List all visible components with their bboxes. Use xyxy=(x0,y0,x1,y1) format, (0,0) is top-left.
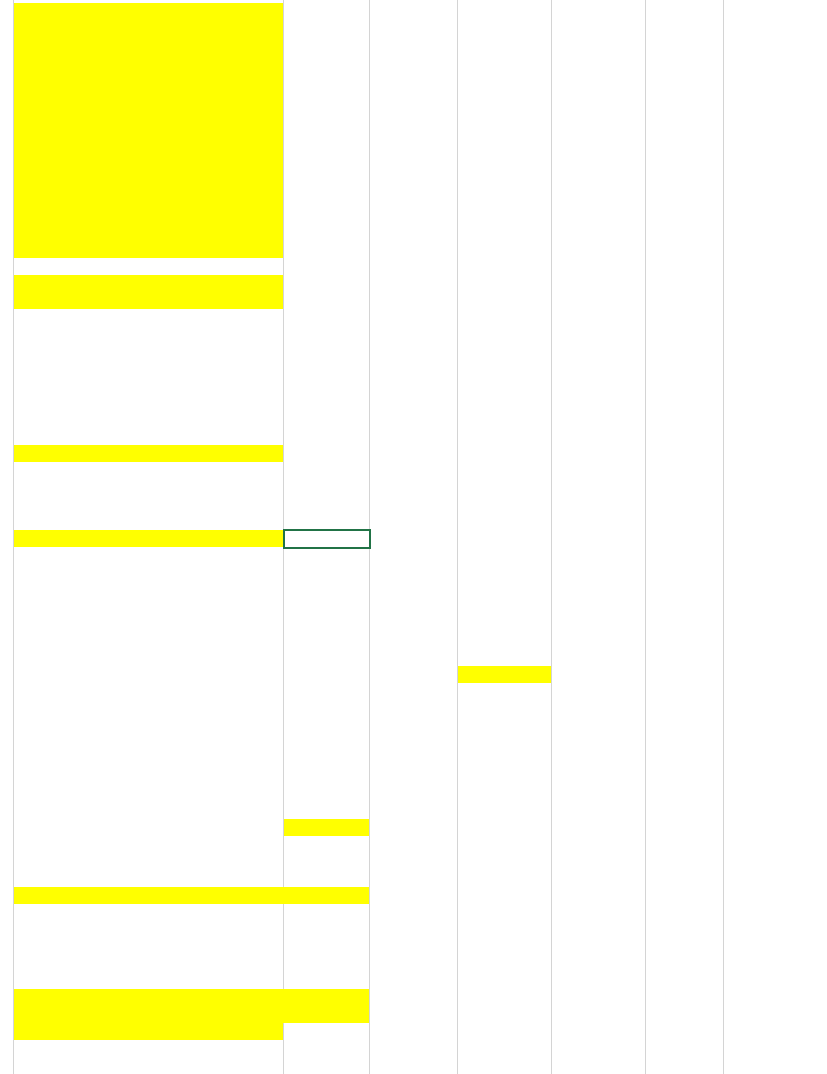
cfo-value-highlight xyxy=(284,819,369,836)
selected-cell[interactable] xyxy=(283,529,371,549)
column-divider xyxy=(551,0,552,1074)
cfi-highlight xyxy=(14,887,369,904)
column-divider xyxy=(723,0,724,1074)
header-highlight xyxy=(14,3,283,258)
assets-highlight xyxy=(14,292,283,309)
long-term-debt-highlight xyxy=(14,530,283,547)
check-highlight xyxy=(14,1023,283,1040)
column-divider xyxy=(645,0,646,1074)
balance-title-highlight xyxy=(14,275,283,292)
cff-highlight xyxy=(14,989,369,1023)
ratios-title-highlight xyxy=(458,666,551,683)
liabilities-highlight xyxy=(14,445,283,462)
column-divider xyxy=(457,0,458,1074)
